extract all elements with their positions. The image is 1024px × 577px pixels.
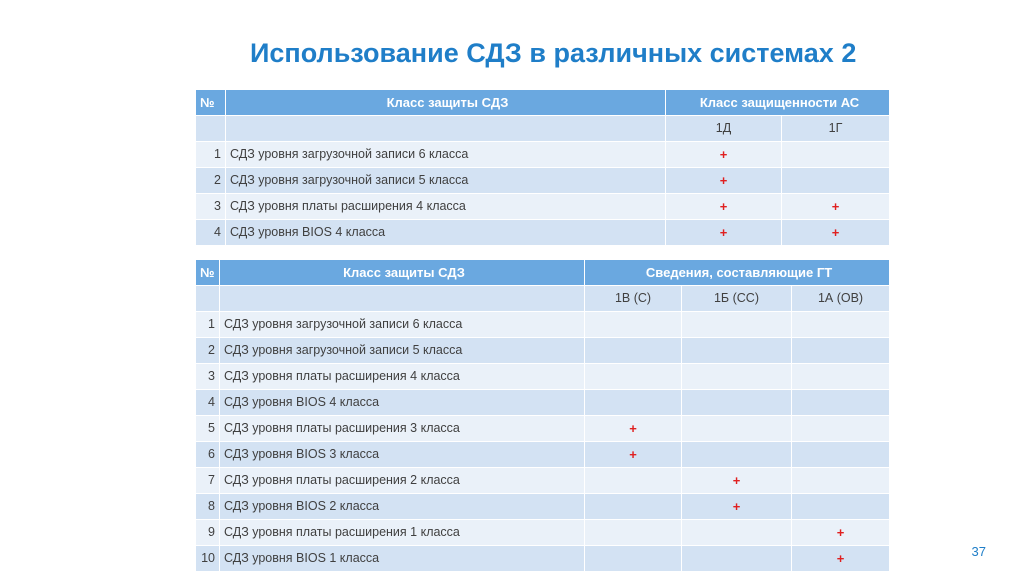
row-number: 10: [196, 546, 220, 572]
applicability-mark: [682, 390, 792, 416]
slide-title: Использование СДЗ в различных системах 2: [250, 38, 857, 68]
protection-class-name: СДЗ уровня загрузочной записи 5 класса: [220, 338, 585, 364]
protection-class-name: СДЗ уровня платы расширения 4 класса: [226, 194, 666, 220]
row-number: 2: [196, 168, 226, 194]
applicability-mark: +: [666, 142, 782, 168]
row-number: 4: [196, 220, 226, 246]
applicability-mark: +: [782, 220, 890, 246]
table-header-row: [196, 90, 890, 116]
table-row: [196, 546, 890, 572]
row-number: 7: [196, 468, 220, 494]
applicability-mark: [585, 520, 682, 546]
class-column-header: 1Г: [782, 116, 890, 142]
protection-class-name: СДЗ уровня BIOS 3 класса: [220, 442, 585, 468]
protection-class-name: СДЗ уровня платы расширения 4 класса: [220, 364, 585, 390]
protection-class-name: СДЗ уровня загрузочной записи 5 класса: [226, 168, 666, 194]
applicability-mark: [585, 364, 682, 390]
page-number: 37: [971, 544, 986, 559]
applicability-mark: [792, 416, 890, 442]
applicability-mark: +: [782, 194, 890, 220]
class-column-header: 1А (ОВ): [792, 286, 890, 312]
applicability-mark: +: [666, 168, 782, 194]
table-row: [196, 364, 890, 390]
class-column-header: 1В (С): [585, 286, 682, 312]
applicability-mark: [782, 168, 890, 194]
protection-class-name: СДЗ уровня BIOS 4 класса: [226, 220, 666, 246]
row-number: 3: [196, 194, 226, 220]
applicability-mark: [585, 312, 682, 338]
applicability-mark: [792, 468, 890, 494]
state-secret-table: [195, 259, 890, 572]
protection-class-name: СДЗ уровня платы расширения 1 класса: [220, 520, 585, 546]
table-row: [196, 416, 890, 442]
applicability-mark: +: [792, 546, 890, 572]
applicability-mark: [682, 546, 792, 572]
protection-class-header: Класс защиты СДЗ: [220, 260, 585, 286]
as-security-class-header: Класс защищенности АС: [666, 90, 890, 116]
protection-class-name: СДЗ уровня BIOS 1 класса: [220, 546, 585, 572]
subheader-row: [196, 286, 890, 312]
row-number: 8: [196, 494, 220, 520]
row-number: 1: [196, 312, 220, 338]
subheader-row: [196, 116, 890, 142]
table-row: [196, 390, 890, 416]
applicability-mark: [792, 390, 890, 416]
applicability-mark: [682, 416, 792, 442]
applicability-mark: [585, 390, 682, 416]
protection-class-name: СДЗ уровня платы расширения 3 класса: [220, 416, 585, 442]
table-row: [196, 442, 890, 468]
applicability-mark: [585, 546, 682, 572]
applicability-mark: [682, 364, 792, 390]
applicability-mark: [792, 312, 890, 338]
applicability-mark: +: [682, 494, 792, 520]
applicability-mark: +: [585, 416, 682, 442]
class-column-header: 1Б (СС): [682, 286, 792, 312]
protection-class-name: СДЗ уровня BIOS 4 класса: [220, 390, 585, 416]
applicability-mark: +: [792, 520, 890, 546]
table-row: [196, 468, 890, 494]
protection-class-name: СДЗ уровня платы расширения 2 класса: [220, 468, 585, 494]
table-header-row: [196, 260, 890, 286]
row-number: 4: [196, 390, 220, 416]
applicability-mark: [682, 442, 792, 468]
table-row: [196, 338, 890, 364]
row-number: 9: [196, 520, 220, 546]
state-secret-header: Сведения, составляющие ГТ: [585, 260, 890, 286]
empty-cell: [220, 286, 585, 312]
table-row: [196, 168, 890, 194]
table-row: [196, 494, 890, 520]
protection-class-name: СДЗ уровня загрузочной записи 6 класса: [220, 312, 585, 338]
as-class-table: [195, 89, 890, 246]
applicability-mark: +: [666, 194, 782, 220]
applicability-mark: +: [682, 468, 792, 494]
applicability-mark: [792, 442, 890, 468]
applicability-mark: [682, 312, 792, 338]
empty-cell: [226, 116, 666, 142]
applicability-mark: +: [666, 220, 782, 246]
applicability-mark: [782, 142, 890, 168]
applicability-mark: [792, 338, 890, 364]
table-row: [196, 520, 890, 546]
table-row: [196, 194, 890, 220]
applicability-mark: [682, 520, 792, 546]
applicability-mark: [585, 468, 682, 494]
row-number: 6: [196, 442, 220, 468]
protection-class-header: Класс защиты СДЗ: [226, 90, 666, 116]
empty-cell: [196, 116, 226, 142]
applicability-mark: [792, 494, 890, 520]
number-header: №: [196, 260, 220, 286]
table-row: [196, 220, 890, 246]
applicability-mark: [585, 494, 682, 520]
empty-cell: [196, 286, 220, 312]
class-column-header: 1Д: [666, 116, 782, 142]
applicability-mark: [792, 364, 890, 390]
row-number: 2: [196, 338, 220, 364]
applicability-mark: +: [585, 442, 682, 468]
applicability-mark: [682, 338, 792, 364]
number-header: №: [196, 90, 226, 116]
table-row: [196, 142, 890, 168]
protection-class-name: СДЗ уровня загрузочной записи 6 класса: [226, 142, 666, 168]
row-number: 5: [196, 416, 220, 442]
protection-class-name: СДЗ уровня BIOS 2 класса: [220, 494, 585, 520]
row-number: 3: [196, 364, 220, 390]
row-number: 1: [196, 142, 226, 168]
applicability-mark: [585, 338, 682, 364]
table-row: [196, 312, 890, 338]
